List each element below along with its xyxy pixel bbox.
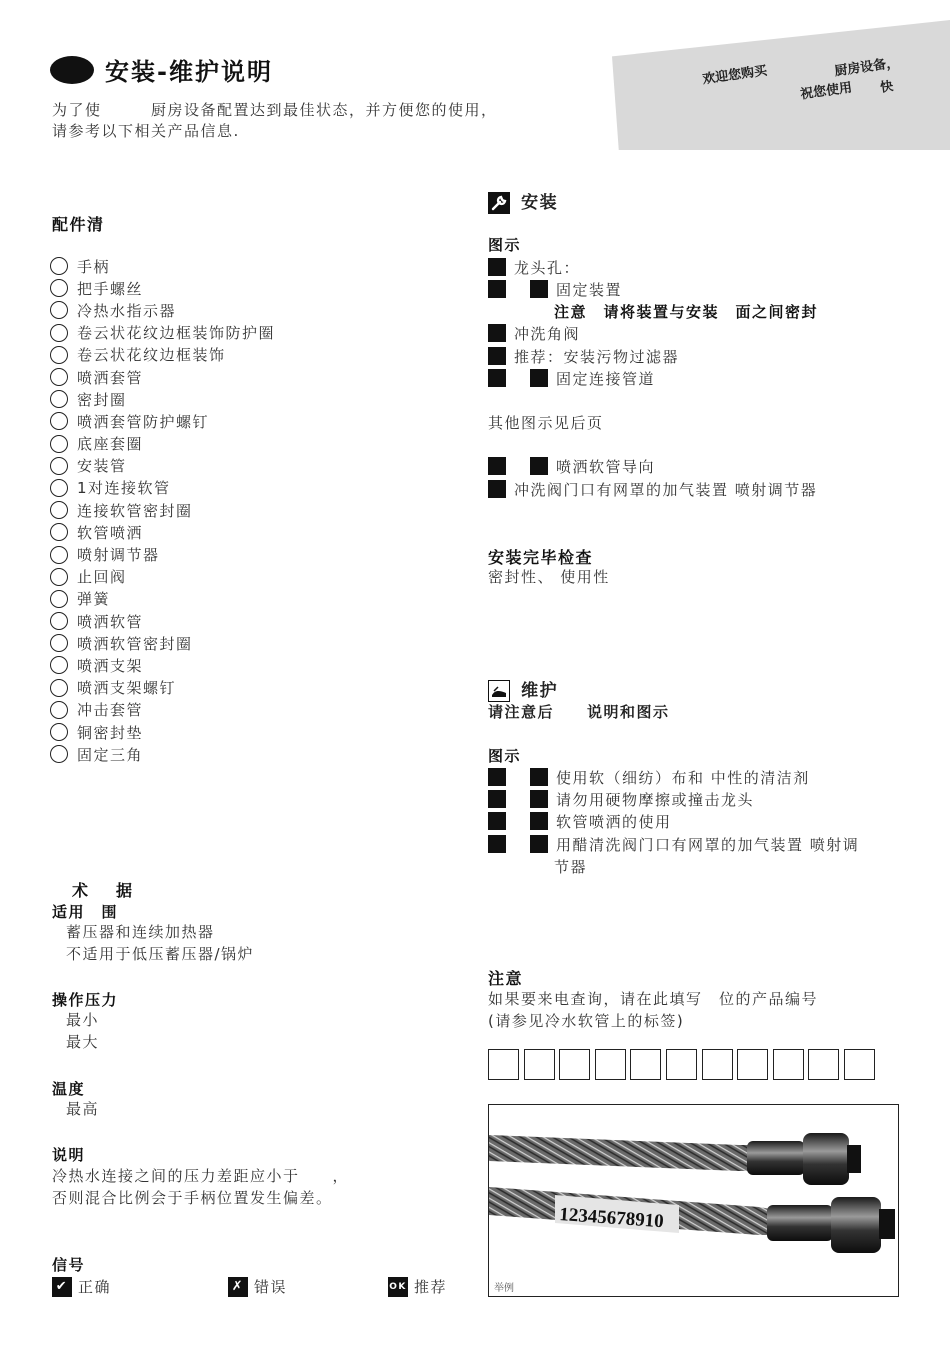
note-line-1: 冷热水连接之间的压力差距应小于 ， [52,1167,350,1185]
checkbox-circle-icon [50,745,68,763]
checkbox-circle-icon [50,612,68,630]
figure-marker [530,768,548,786]
checkbox-circle-icon [50,301,68,319]
install-step-2 [488,279,622,300]
welcome-text-b: 厨房设备， [833,55,901,80]
product-code-digit-box[interactable] [666,1049,697,1080]
product-code-digit-box[interactable] [737,1049,768,1080]
checkbox-circle-icon [50,723,68,741]
parts-item-label: 止回阀 [77,568,127,587]
parts-item-label: 1对连接软管 [77,479,171,498]
pressure-min: 最小 [66,1011,100,1029]
parts-list-item [50,588,275,610]
notice-heading: 注意 [488,969,524,988]
product-code-digit-box[interactable] [702,1049,733,1080]
figure-marker [488,280,506,298]
cleaning-hand-icon [488,680,510,702]
figure-marker [488,324,506,342]
figure-marker [488,347,506,365]
parts-list-item [50,521,275,543]
maintenance-item-2 [488,789,754,810]
install-heading: 安装 [521,193,559,213]
intro-line-2: 请参考以下相关产品信息. [52,122,240,140]
checkmark-icon: ✔ [52,1277,72,1297]
pressure-label: 操作压力 [52,991,119,1009]
maintenance-item-4-cont: 节器 [554,858,588,876]
title-bullet [50,56,94,84]
figure-marker [488,480,506,498]
figure-marker [488,835,506,853]
ok-icon: OK [388,1277,408,1297]
checkbox-circle-icon [50,257,68,275]
parts-list-item [50,543,275,565]
parts-list-item [50,455,275,477]
maintenance-fig-label: 图示 [488,747,522,765]
note-label: 说明 [52,1146,86,1164]
note-line-2: 否则混合比例会于手柄位置发生偏差。 [52,1189,333,1207]
install-step-6-text: 喷洒软管导向 [556,458,656,476]
notice-line-2: (请参见冷水软管上的标签) [488,1012,685,1030]
checkbox-circle-icon [50,501,68,519]
parts-list-item [50,566,275,588]
tech-heading: 术 据 [72,881,139,900]
product-code-digit-box[interactable] [844,1049,875,1080]
parts-item-label: 手柄 [77,257,111,276]
parts-list-item [50,322,275,344]
parts-item-label: 喷洒套管防护螺钉 [77,412,210,431]
range-line-2: 不适用于低压蓄压器/锅炉 [66,945,255,963]
figure-marker [488,258,506,276]
parts-list-item [50,654,275,676]
install-other: 其他图示见后页 [488,414,604,432]
check-heading: 安装完毕检查 [488,548,594,567]
product-code-digit-box[interactable] [488,1049,519,1080]
parts-item-label: 安装管 [77,457,127,476]
checkbox-circle-icon [50,568,68,586]
parts-item-label: 卷云状花纹边框装饰防护圈 [77,324,276,343]
maintenance-heading: 维护 [521,681,559,701]
parts-list-item [50,299,275,321]
parts-list-item [50,433,275,455]
parts-item-label: 喷洒套管 [77,368,144,387]
figure-marker [488,457,506,475]
install-step-3 [488,323,580,344]
parts-list-item [50,255,275,277]
checkbox-circle-icon [50,346,68,364]
parts-item-label: 底座套圈 [77,435,144,454]
parts-item-label: 喷洒软管密封圈 [77,634,193,653]
parts-list-item [50,344,275,366]
product-code-digit-box[interactable] [524,1049,555,1080]
maintenance-subtitle: 请注意后 说明和图示 [488,703,670,721]
install-note: 注意 请将装置与安装 面之间密封 [554,303,819,321]
checkbox-circle-icon [50,701,68,719]
parts-list-item [50,610,275,632]
maintenance-header [488,676,558,702]
parts-item-label: 喷洒支架螺钉 [77,679,177,698]
parts-list-item [50,677,275,699]
welcome-text-c: 祝您使用 [799,80,854,103]
product-code-digit-box[interactable] [630,1049,661,1080]
install-header [488,188,558,214]
maintenance-item-4-text: 用醋清洗阀门口有网罩的加气装置 喷射调 [556,836,860,854]
legend-wrong [228,1276,287,1297]
maintenance-item-1 [488,767,810,788]
legend-recommend-label: 推荐 [414,1278,448,1296]
hose-illustration [489,1105,899,1297]
photo-caption: 举例 [494,1283,514,1294]
checkbox-circle-icon [50,390,68,408]
install-step-7 [488,479,817,500]
checkbox-circle-icon [50,324,68,342]
welcome-banner [612,20,950,150]
parts-item-label: 喷射调节器 [77,546,160,565]
figure-marker [488,812,506,830]
wrench-icon [488,192,510,214]
parts-item-label: 固定三角 [77,745,144,764]
welcome-text-a: 欢迎您购买 [701,63,769,88]
parts-list-item [50,410,275,432]
parts-list-item [50,699,275,721]
parts-item-label: 把手螺丝 [77,279,144,298]
product-code-digit-box[interactable] [773,1049,804,1080]
page-title: 安装-维护说明 [105,58,273,86]
parts-item-label: 弹簧 [77,590,111,609]
install-step-5 [488,368,655,389]
cross-icon: ✗ [228,1277,248,1297]
legend-recommend [388,1276,447,1297]
parts-item-label: 喷洒软管 [77,612,144,631]
intro-text [52,100,498,142]
figure-marker [530,280,548,298]
parts-list-item [50,477,275,499]
install-step-2-text: 固定装置 [556,281,623,299]
checkbox-circle-icon [50,279,68,297]
parts-item-label: 铜密封垫 [77,723,144,742]
temp-label: 温度 [52,1080,86,1098]
range-line-1: 蓄压器和连续加热器 [66,923,215,941]
install-step-1 [488,257,580,278]
maintenance-item-3 [488,811,672,832]
legend-heading: 信号 [52,1256,86,1274]
check-text: 密封性、 使用性 [488,568,610,586]
install-step-3-text: 冲洗角阀 [514,325,581,343]
notice-line-1: 如果要来电查询，请在此填写 位的产品编号 [488,990,819,1008]
parts-list-item [50,277,275,299]
pressure-max: 最大 [66,1033,100,1051]
intro-line-1: 为了使 厨房设备配置达到最佳状态，并方便您的使用， [52,101,498,119]
maintenance-item-1-text: 使用软（细纺）布和 中性的清洁剂 [556,769,810,787]
install-step-6 [488,456,655,477]
install-step-7-text: 冲洗阀门口有网罩的加气装置 喷射调节器 [514,481,818,499]
parts-item-label: 冷热水指示器 [77,301,177,320]
range-label: 适用 围 [52,903,119,921]
checkbox-circle-icon [50,656,68,674]
product-code-digit-box[interactable] [595,1049,626,1080]
parts-list-item [50,721,275,743]
parts-item-label: 软管喷洒 [77,523,144,542]
hose-label-number: 12345678910 [558,1204,665,1233]
parts-item-label: 喷洒支架 [77,656,144,675]
product-code-digit-box[interactable] [559,1049,590,1080]
temp-max: 最高 [66,1100,100,1118]
checkbox-circle-icon [50,546,68,564]
figure-marker [530,835,548,853]
install-fig-label: 图示 [488,236,522,254]
install-step-4 [488,346,679,367]
maintenance-item-2-text: 请勿用硬物摩擦或撞击龙头 [556,791,755,809]
legend-correct-label: 正确 [78,1278,112,1296]
parts-list-item [50,499,275,521]
parts-list-item [50,743,275,765]
figure-marker [530,812,548,830]
checkbox-circle-icon [50,435,68,453]
figure-marker [488,768,506,786]
checkbox-circle-icon [50,679,68,697]
parts-list-item [50,366,275,388]
figure-marker [530,369,548,387]
product-code-digit-box[interactable] [808,1049,839,1080]
hose-photo [488,1104,899,1297]
parts-list-item [50,388,275,410]
checkbox-circle-icon [50,634,68,652]
parts-item-label: 密封圈 [77,390,127,409]
parts-item-label: 冲击套管 [77,701,144,720]
welcome-text-d: 快 [879,79,895,96]
figure-marker [530,457,548,475]
parts-heading: 配件清 [52,215,105,234]
install-step-4-text: 推荐：安装污物过滤器 [514,348,680,366]
figure-marker [488,369,506,387]
checkbox-circle-icon [50,523,68,541]
maintenance-item-4 [488,834,859,855]
checkbox-circle-icon [50,479,68,497]
maintenance-item-3-text: 软管喷洒的使用 [556,813,672,831]
parts-list-item [50,632,275,654]
parts-item-label: 连接软管密封圈 [77,501,193,520]
legend-wrong-label: 错误 [254,1278,288,1296]
install-step-1-text: 龙头孔： [514,259,581,277]
install-step-5-text: 固定连接管道 [556,370,656,388]
checkbox-circle-icon [50,590,68,608]
checkbox-circle-icon [50,457,68,475]
figure-marker [488,790,506,808]
parts-list [50,255,275,765]
figure-marker [530,790,548,808]
parts-item-label: 卷云状花纹边框装饰 [77,346,226,365]
product-code-boxes [488,1049,875,1080]
checkbox-circle-icon [50,412,68,430]
checkbox-circle-icon [50,368,68,386]
legend-correct [52,1276,111,1297]
